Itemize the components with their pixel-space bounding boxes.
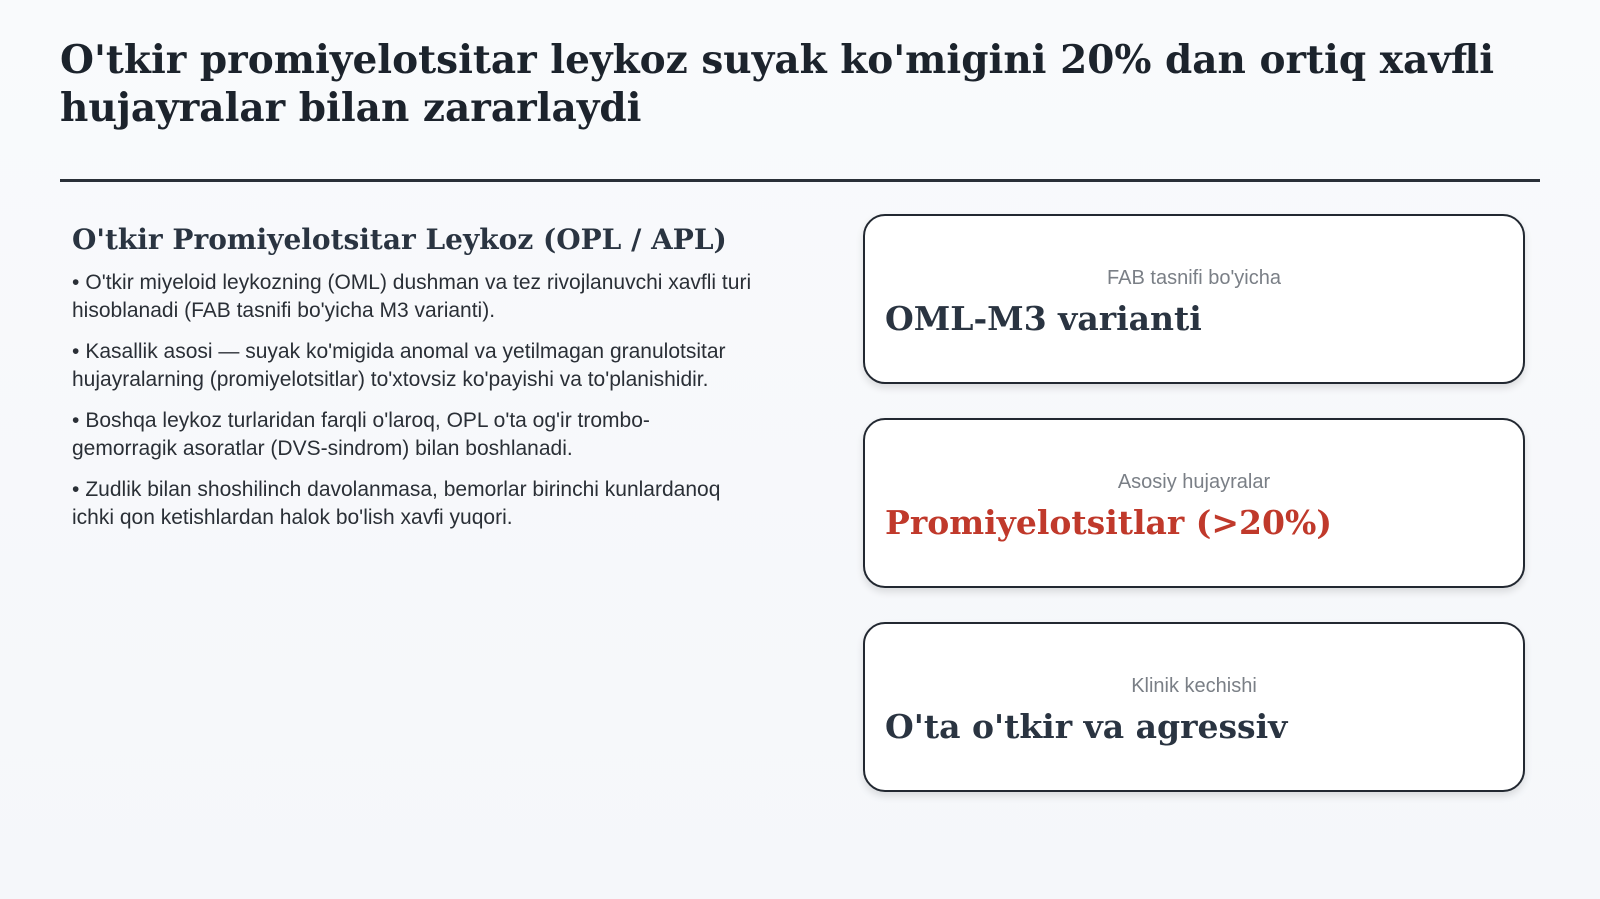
- card-value: O'ta o'tkir va agressiv: [885, 707, 1288, 746]
- fact-cards: [863, 214, 1525, 826]
- content-column: [72, 221, 752, 545]
- bullet-dot: •: [72, 409, 80, 432]
- bullet-text: Boshqa leykoz turlaridan farqli o'laroq, OPL o'ta og'ir trombo-gemorragik asoratlar (DVS-sindrom) bilan boshlanadi.: [72, 409, 650, 460]
- bullet-dot: •: [72, 340, 80, 363]
- card-value: OML-M3 varianti: [885, 299, 1202, 338]
- bullet-item: [72, 338, 752, 394]
- bullet-item: [72, 269, 752, 325]
- card-value-highlight: Promiyelotsitlar (>20%): [885, 503, 1332, 542]
- bullet-dot: •: [72, 271, 80, 294]
- fact-card-clinical-course: [863, 622, 1525, 792]
- bullet-text: Kasallik asosi — suyak ko'migida anomal va yetilmagan granulotsitar hujayralarning (promiyelotsitlar) to'xtovsiz ko'payishi va to'planishidir.: [72, 340, 726, 391]
- bullet-item: [72, 407, 752, 463]
- bullet-list: [72, 269, 752, 532]
- bullet-dot: •: [72, 478, 80, 501]
- card-label: Asosiy hujayralar: [1117, 471, 1271, 493]
- fact-card-main-cells: [863, 418, 1525, 588]
- bullet-item: [72, 476, 752, 532]
- fact-card-classification: [863, 214, 1525, 384]
- card-label: Klinik kechishi: [1131, 675, 1257, 697]
- slide-title: O'tkir promiyelotsitar leykoz suyak ko'migini 20% dan ortiq xavfli hujayralar bilan zararlaydi: [60, 37, 1495, 131]
- card-label: FAB tasnifi bo'yicha: [1107, 267, 1281, 289]
- title-divider: [60, 179, 1540, 182]
- section-heading: O'tkir Promiyelotsitar Leykoz (OPL / APL): [72, 223, 727, 256]
- bullet-text: Zudlik bilan shoshilinch davolanmasa, bemorlar birinchi kunlardanoq ichki qon ketishlardan halok bo'lish xavfi yuqori.: [72, 478, 721, 529]
- bullet-text: O'tkir miyeloid leykozning (OML) dushman va tez rivojlanuvchi xavfli turi hisoblanadi (FAB tasnifi bo'yicha M3 varianti).: [72, 271, 752, 322]
